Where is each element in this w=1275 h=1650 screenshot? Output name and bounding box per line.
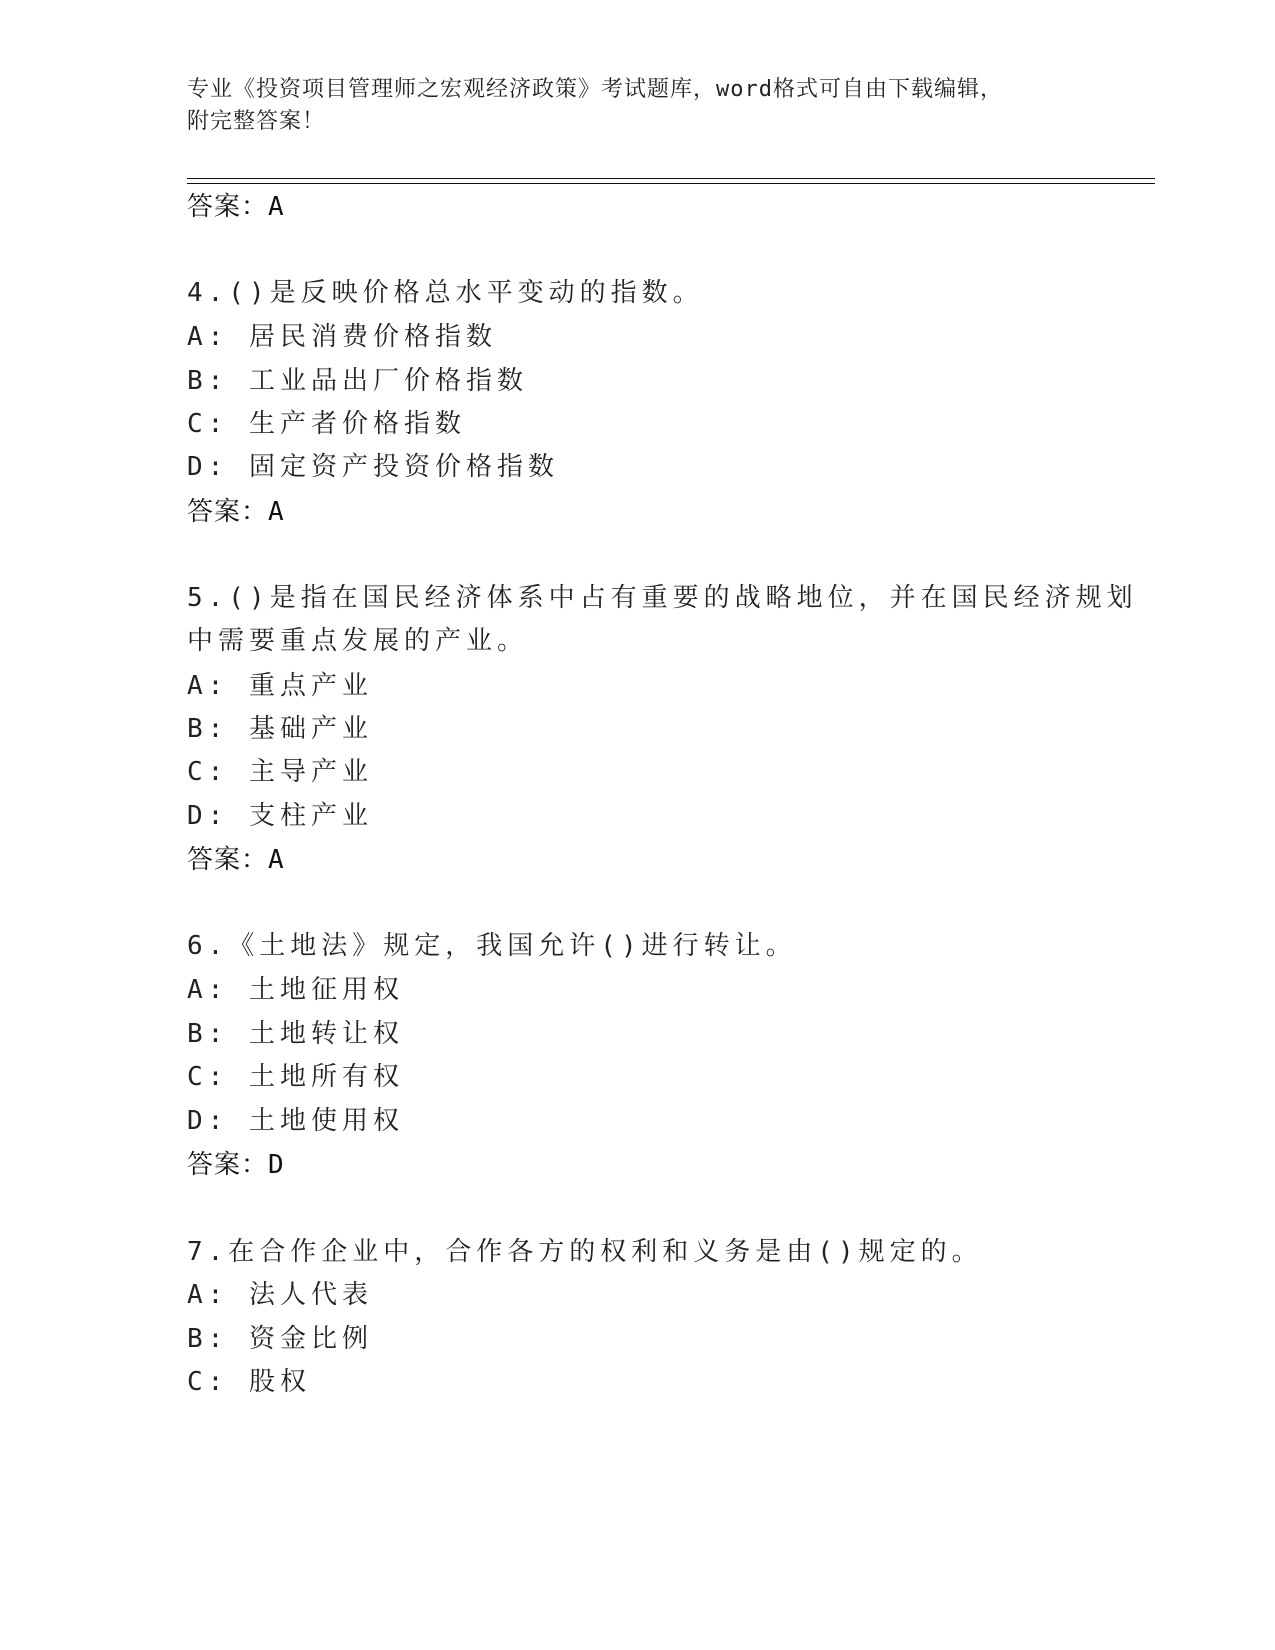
question-6-option-b: B: 土地转让权 <box>187 1019 404 1049</box>
answer-prev: 答案：A <box>187 192 285 222</box>
question-4-stem: 4.()是反映价格总水平变动的指数。 <box>187 278 704 308</box>
question-5-option-b: B: 基础产业 <box>187 714 373 744</box>
header-line-2: 附完整答案！ <box>187 109 326 134</box>
question-6-option-c: C: 土地所有权 <box>187 1062 404 1092</box>
question-6-stem: 6.《土地法》规定，我国允许()进行转让。 <box>187 931 797 961</box>
question-6-option-d: D: 土地使用权 <box>187 1106 404 1136</box>
question-7-stem: 7.在合作企业中，合作各方的权利和义务是由()规定的。 <box>187 1237 983 1267</box>
question-5-answer: 答案：A <box>187 845 285 875</box>
question-5-option-c: C: 主导产业 <box>187 757 373 787</box>
question-5-option-d: D: 支柱产业 <box>187 801 373 831</box>
document-header <box>187 74 1087 138</box>
question-4-option-c: C: 生产者价格指数 <box>187 409 466 439</box>
question-7-option-b: B: 资金比例 <box>187 1324 373 1354</box>
question-4-option-a: A: 居民消费价格指数 <box>187 322 497 352</box>
question-6-option-a: A: 土地征用权 <box>187 975 404 1005</box>
question-4-answer: 答案：A <box>187 497 285 527</box>
question-7-option-a: A: 法人代表 <box>187 1280 373 1310</box>
header-line-1: 专业《投资项目管理师之宏观经济政策》考试题库，word格式可自由下载编辑， <box>187 77 1003 102</box>
question-5-option-a: A: 重点产业 <box>187 671 373 701</box>
question-7-option-c: C: 股权 <box>187 1367 311 1397</box>
question-5-stem-line-1: 5.()是指在国民经济体系中占有重要的战略地位，并在国民经济规划 <box>187 583 1138 613</box>
question-5-stem-line-2: 中需要重点发展的产业。 <box>187 626 529 656</box>
question-6-answer: 答案：D <box>187 1150 285 1180</box>
header-divider-top <box>187 178 1155 179</box>
question-4-option-d: D: 固定资产投资价格指数 <box>187 452 559 482</box>
header-divider-bottom <box>187 183 1155 184</box>
question-4-option-b: B: 工业品出厂价格指数 <box>187 366 528 396</box>
